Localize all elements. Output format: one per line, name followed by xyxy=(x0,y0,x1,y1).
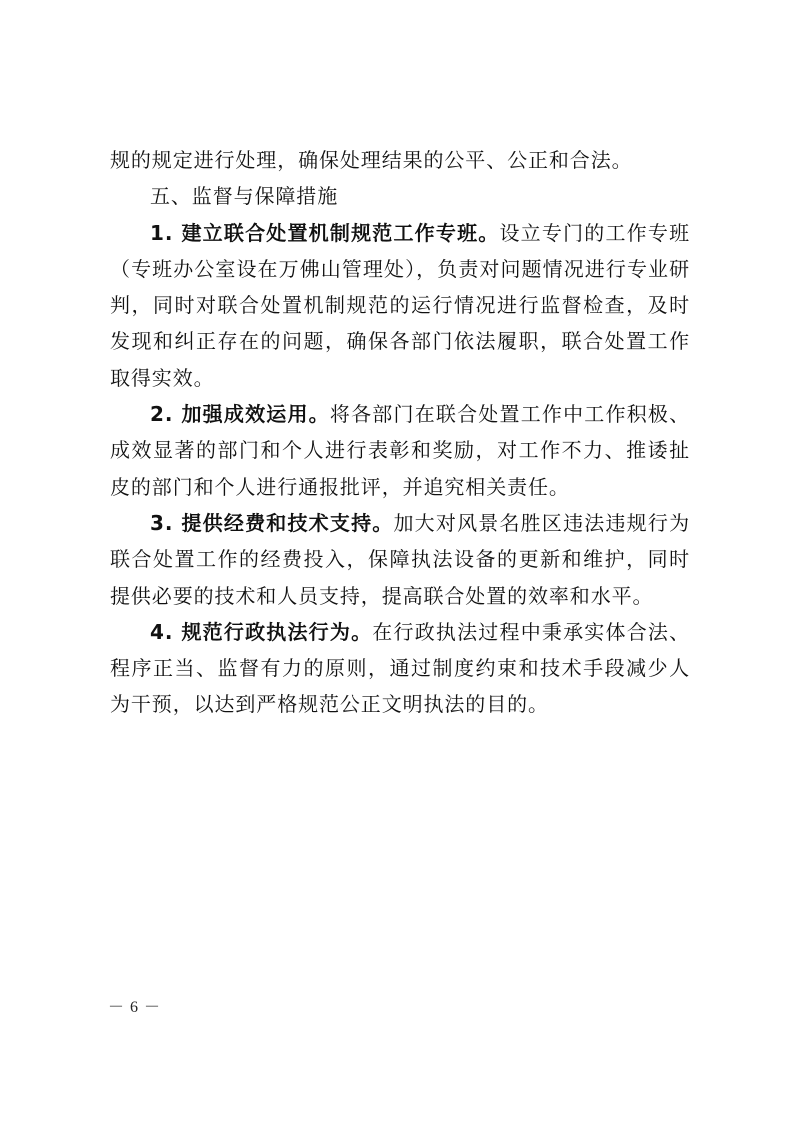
document-body xyxy=(110,142,690,723)
page-number: － 6 － xyxy=(108,999,162,1016)
measure-item-text: 将各部门在联合处置工作中工作积极、成效显著的部门和个人进行表彰和奖励，对工作不力、推诿扯皮的部门和个人进行通报批评，并追究相关责任。 xyxy=(110,402,690,499)
measure-item-4 xyxy=(110,614,690,723)
measure-item-text: 设立专门的工作专班（专班办公室设在万佛山管理处），负责对问题情况进行专业研判，同时对联合处置机制规范的运行情况进行监督检查，及时发现和纠正存在的问题，确保各部门依法履职，联合处置工作取得实效。 xyxy=(110,220,690,390)
measure-item-3 xyxy=(110,505,690,614)
measure-item-text: 在行政执法过程中秉承实体合法、程序正当、监督有力的原则，通过制度约束和技术手段减少人为干预，以达到严格规范公正文明执法的目的。 xyxy=(110,619,691,717)
continuation-paragraph: 规的规定进行处理，确保处理结果的公平、公正和合法。 xyxy=(110,148,633,172)
measure-item-2 xyxy=(110,396,690,505)
measure-item-title: 3. 提供经费和技术支持。 xyxy=(150,510,394,535)
measure-item-title: 2. 加强成效运用。 xyxy=(150,402,330,427)
measure-item-title: 1. 建立联合处置机制规范工作专班。 xyxy=(150,220,500,245)
measure-item-1 xyxy=(110,215,690,396)
measure-item-title: 4. 规范行政执法行为。 xyxy=(150,619,373,644)
measure-item-text: 加大对风景名胜区违法违规行为联合处置工作的经费投入，保障执法设备的更新和维护，同时提供必要的技术和人员支持，提高联合处置的效率和水平。 xyxy=(110,510,690,608)
section-heading: 五、监督与保障措施 xyxy=(150,184,339,209)
